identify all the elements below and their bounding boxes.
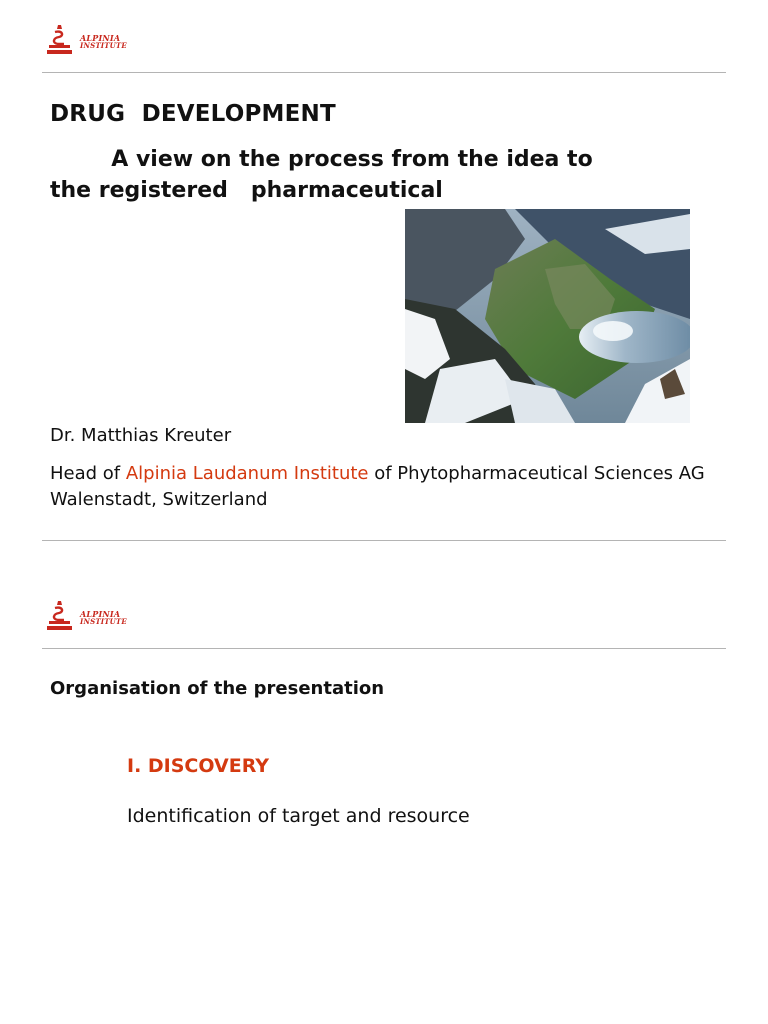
slide-divider xyxy=(42,540,726,541)
logo-line1: ALPINIA xyxy=(80,33,121,43)
alpinia-logo-icon xyxy=(44,23,76,61)
affiliation-prefix: Head of xyxy=(50,463,126,484)
presentation-outline-heading: Organisation of the presentation xyxy=(50,678,385,699)
author-affiliation xyxy=(50,461,730,513)
alpinia-logo-icon xyxy=(44,599,76,637)
affiliation-suffix: of Phytopharmaceutical Sciences AG Walenstadt, Switzerland xyxy=(50,463,705,510)
logo-wordmark xyxy=(80,611,127,625)
slide-title: DRUG DEVELOPMENT xyxy=(50,101,336,127)
header-divider xyxy=(42,648,726,649)
alpinia-logo xyxy=(44,598,140,638)
section-body: Identification of target and resource xyxy=(127,805,470,827)
logo-line2: INSTITUTE xyxy=(80,617,127,626)
section-title: I. DISCOVERY xyxy=(127,755,270,777)
author-name: Dr. Matthias Kreuter xyxy=(50,425,232,446)
logo-line1: ALPINIA xyxy=(80,609,121,619)
logo-wordmark xyxy=(80,35,127,49)
header-divider xyxy=(42,72,726,73)
slide-subtitle: A view on the process from the idea to the registered pharmaceutical xyxy=(50,147,593,203)
alpine-valley-lake-photo xyxy=(405,209,690,423)
logo-line2: INSTITUTE xyxy=(80,41,127,50)
alpinia-logo xyxy=(44,22,140,62)
institute-name: Alpinia Laudanum Institute xyxy=(125,463,369,484)
